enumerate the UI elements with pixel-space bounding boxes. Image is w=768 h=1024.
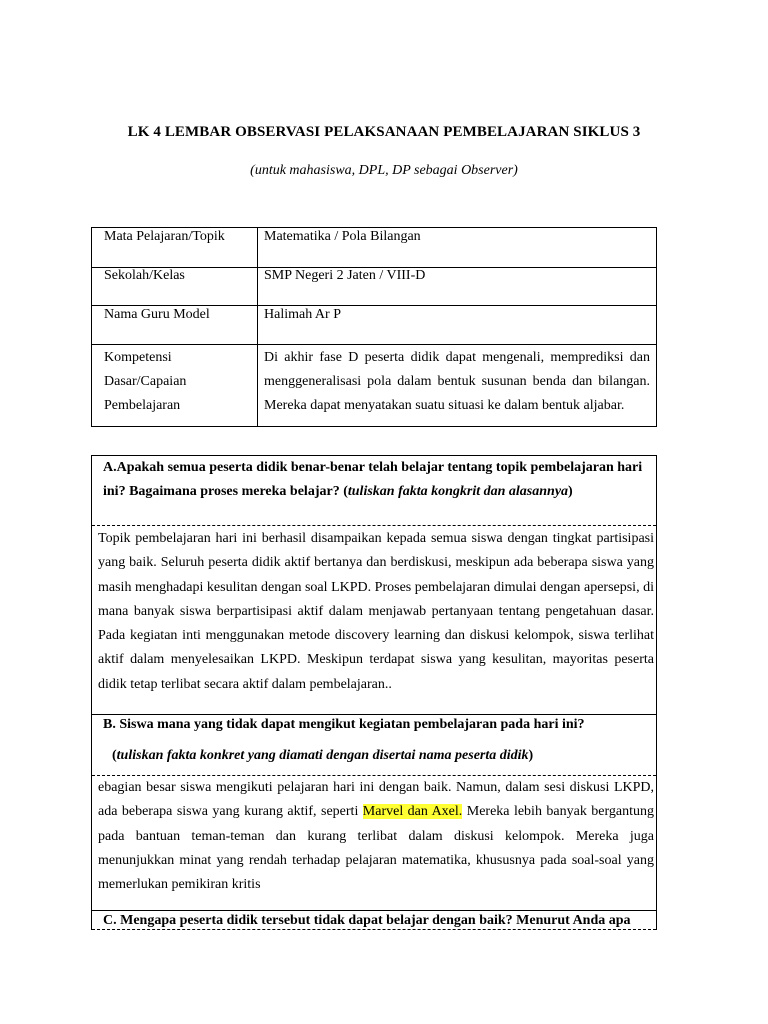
question-b — [92, 713, 656, 775]
question-b-line1: B. Siswa mana yang tidak dapat mengikut kegiatan pembelajaran pada hari ini? — [103, 717, 585, 732]
label-competency-line: Kompetensi — [104, 350, 172, 365]
value-subject: Matematika / Pola Bilangan — [258, 228, 657, 268]
label-school: Sekolah/Kelas — [92, 268, 258, 306]
question-b-line2 — [103, 737, 648, 768]
table-row — [92, 306, 657, 345]
answer-b-after: Mereka lebih banyak bergantung pada bantuan teman-teman dan kurang terlibat dalam diskusi kelompok. Mereka juga menunjukkan minat yang rendah terhadap pelajaran matematika, khususnya pada soal-soal yang memerlukan pemikiran kritis — [98, 804, 655, 893]
answer-b-before: ebagian besar siswa mengikuti pelajaran hari ini dengan baik. Namun, dalam sesi diskusi LKPD, ada beberapa siswa yang kurang aktif, seperti — [98, 780, 654, 820]
section-b — [91, 713, 657, 911]
table-row — [92, 345, 657, 427]
dashed-divider — [92, 929, 656, 930]
answer-a: Topik pembelajaran hari ini berhasil disampaikan kepada semua siswa dengan tingkat partisipasi yang baik. Seluruh peserta didik aktif bertanya dan berdiskusi, meskipun ada beberapa siswa yang masih menghadapi kesulitan dengan soal LKPD. Proses pembelajaran dimulai dengan apersepsi, di mana banyak siswa berpartisipasi aktif dalam menjawab pertanyaan tentang pengetahuan dasar. Pada kegiatan inti menggunakan metode discovery learning dan diskusi kelompok, siswa terlihat aktif dalam menyelesaikan LKPD. Meskipun terdapat siswa yang kesulitan, mayoritas peserta didik tetap terlibat secara aktif dalam pembelajaran.. — [98, 531, 654, 692]
table-row — [92, 228, 657, 268]
section-a — [91, 455, 657, 715]
question-b-close: ) — [528, 748, 534, 763]
question-a-text: A.Apakah semua peserta didik benar-benar telah belajar tentang topik pembelajaran hari ini? Bagaimana proses mereka belajar? ( — [103, 460, 643, 499]
label-teacher: Nama Guru Model — [92, 306, 258, 345]
label-competency-line: Dasar/Capaian — [104, 374, 187, 389]
value-teacher: Halimah Ar P — [258, 306, 657, 345]
label-subject: Mata Pelajaran/Topik — [92, 228, 258, 268]
question-a-close: ) — [568, 484, 573, 499]
label-competency-line: Pembelajaran — [104, 398, 181, 413]
question-a-italic: tuliskan fakta kongkrit dan alasannya — [347, 484, 569, 499]
label-competency — [92, 345, 258, 427]
table-row — [92, 268, 657, 306]
question-c: C. Mengapa peserta didik tersebut tidak dapat belajar dengan baik? Menurut Anda apa — [103, 913, 631, 928]
value-competency: Di akhir fase D peserta didik dapat mengenali, memprediksi dan menggeneralisasi pola dalam bentuk susunan benda dan bilangan. Mereka dapat menyatakan suatu situasi ke dalam bentuk aljabar. — [258, 345, 657, 427]
section-c — [91, 911, 657, 930]
value-school: SMP Negeri 2 Jaten / VIII-D — [258, 268, 657, 306]
answer-b — [92, 776, 656, 910]
document-title: LK 4 LEMBAR OBSERVASI PELAKSANAAN PEMBELAJARAN SIKLUS 3 — [127, 124, 641, 140]
info-table — [91, 227, 657, 427]
document-subtitle: (untuk mahasiswa, DPL, DP sebagai Observer) — [250, 163, 518, 178]
question-b-open: ( — [112, 748, 117, 763]
highlighted-names: Marvel dan Axel. — [362, 804, 463, 820]
question-a — [92, 456, 656, 525]
question-b-italic: tuliskan fakta konkret yang diamati dengan disertai nama peserta didik — [116, 748, 529, 763]
